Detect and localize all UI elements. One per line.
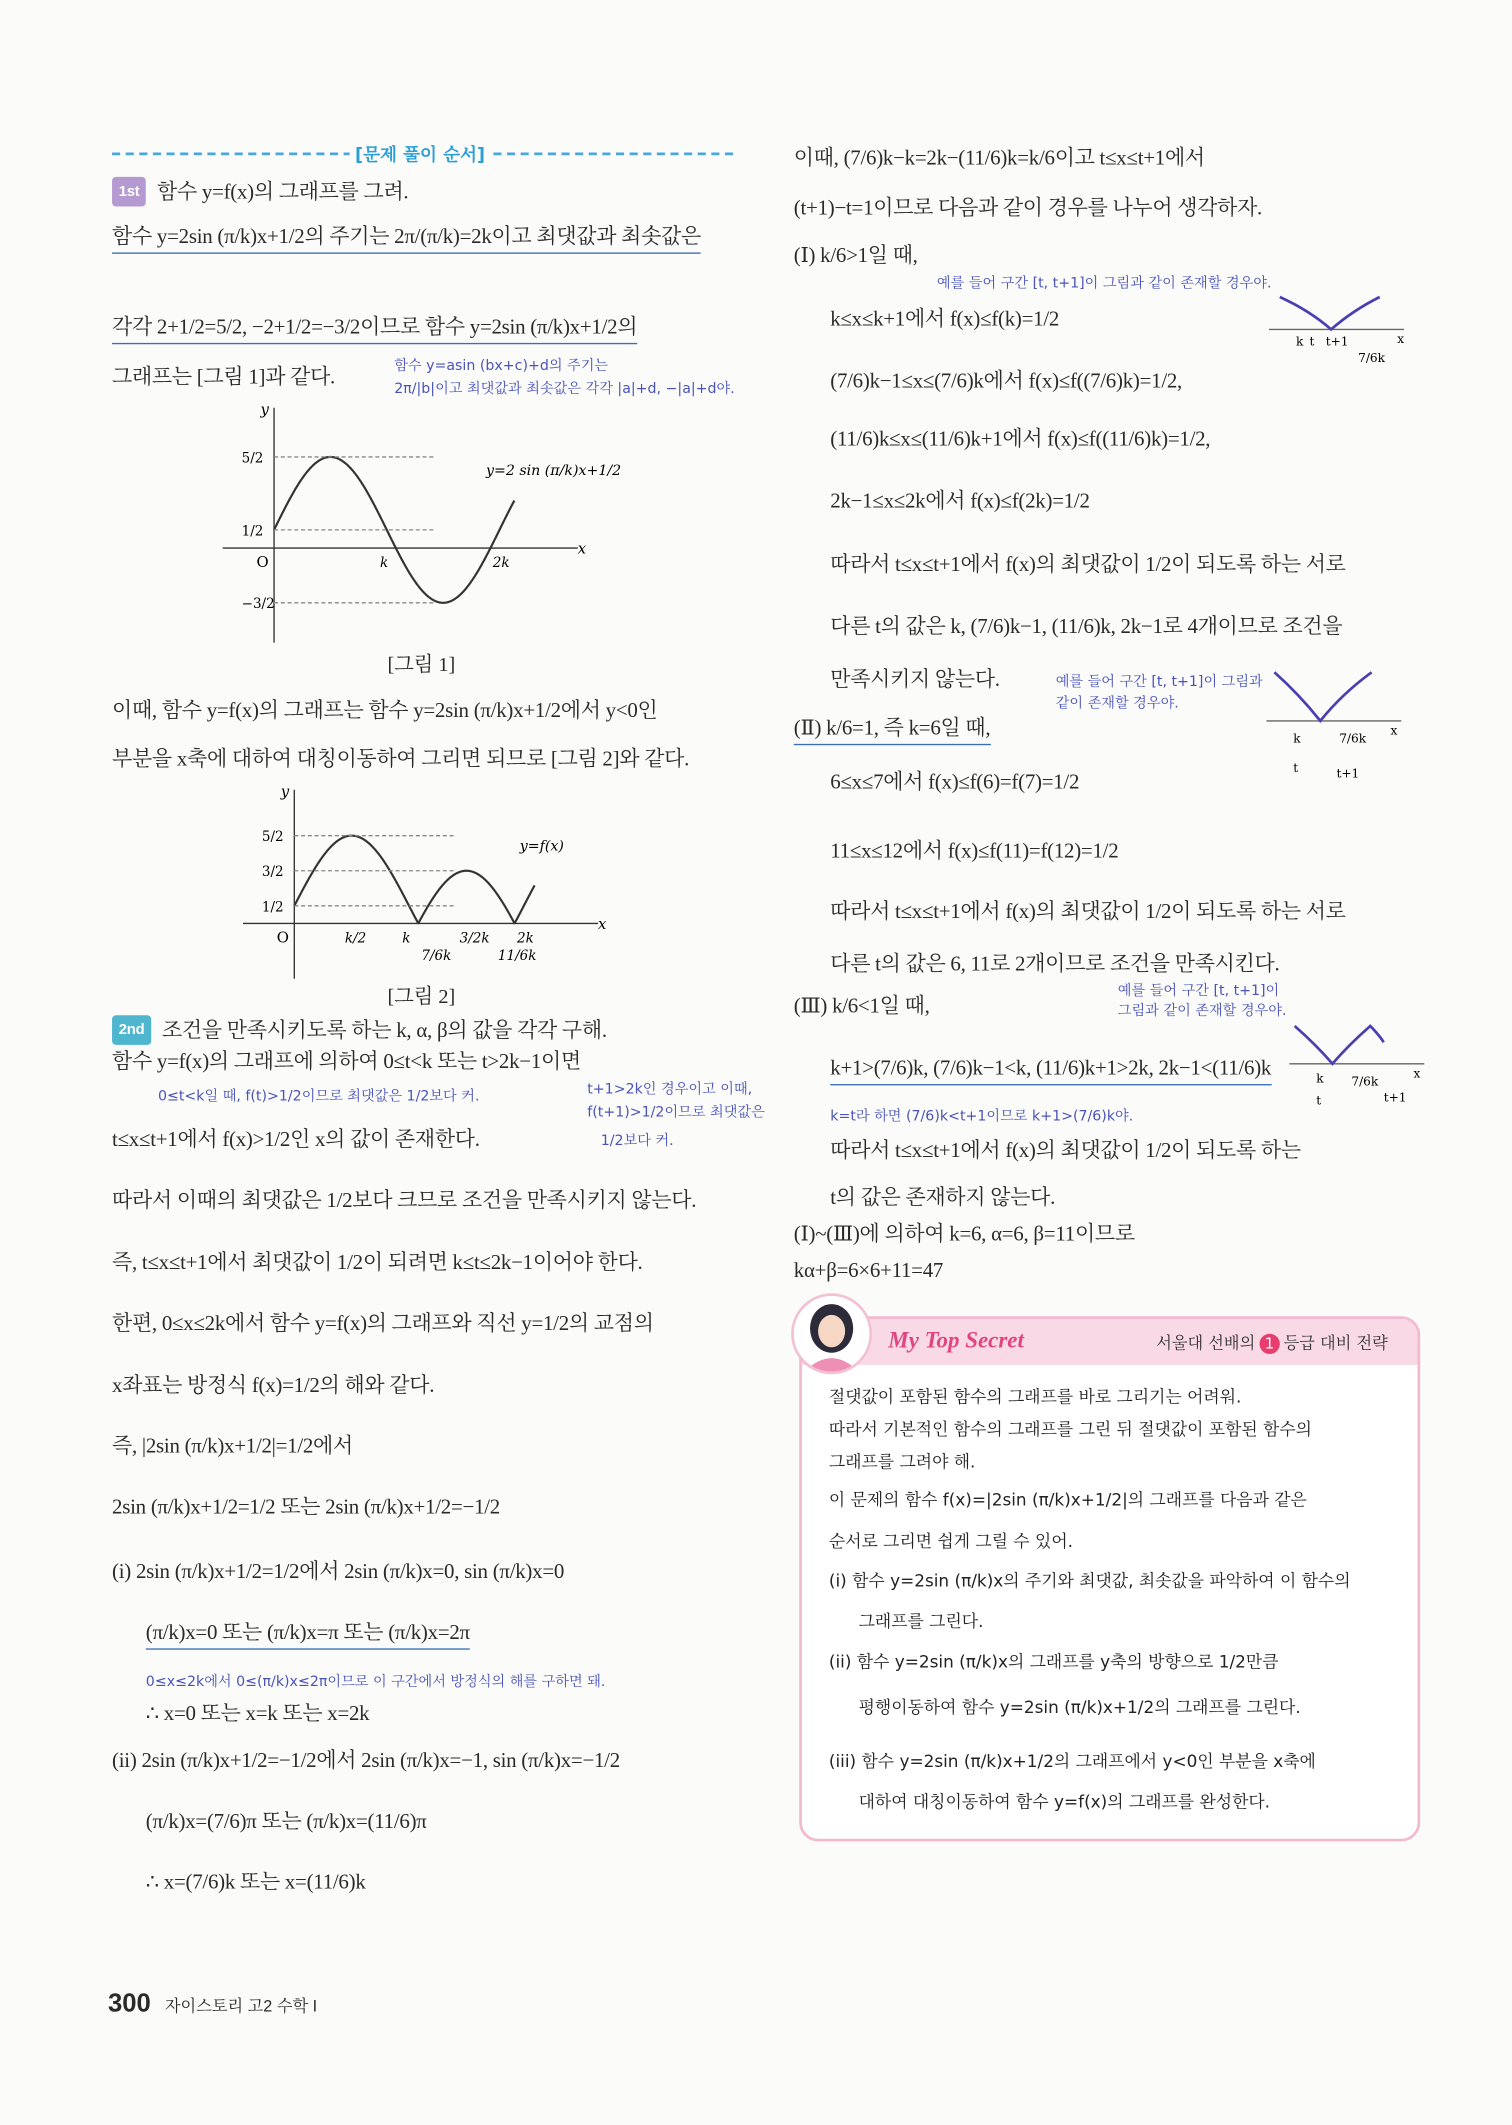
y-tick-label: −3/2: [241, 596, 275, 613]
x-tick-label: 2k: [517, 930, 534, 947]
step2-title: 조건을 만족시키도록 하는 k, α, β의 값을 각각 구해.: [161, 1019, 607, 1043]
side-note: 2π/|b|이고 최댓값과 최솟값은 각각 |a|+d, −|a|+d야.: [394, 380, 735, 397]
text-line: 다른 t의 값은 6, 11로 2개이므로 조건을 만족시킨다.: [830, 953, 1280, 977]
figure-2-caption: [그림 2]: [387, 986, 456, 1009]
text-line: (Ⅰ) k/6>1일 때,: [793, 244, 918, 268]
x-tick-label: 2k: [492, 555, 510, 571]
text-line: (π/k)x=(7/6)π 또는 (π/k)x=(11/6)π: [145, 1810, 427, 1834]
mini-diagram-case-3: [1289, 1023, 1431, 1124]
text-line: 즉, t≤x≤t+1에서 최댓값이 1/2이 되려면 k≤t≤2k−1이어야 한다.: [112, 1251, 643, 1275]
text-line: 그래프는 [그림 1]과 같다.: [112, 365, 335, 389]
y-axis-label: y: [280, 783, 290, 801]
page-footer: [108, 1990, 317, 2020]
tip-line: 따라서 기본적인 함수의 그래프를 그린 뒤 절댓값이 포함된 함수의: [828, 1418, 1312, 1440]
x-axis-label: x: [577, 539, 587, 558]
subtitle-pre: 서울대 선배의: [1156, 1333, 1256, 1353]
text-line: k≤x≤k+1에서 f(x)≤f(k)=1/2: [830, 307, 1060, 331]
text-line: 함수 y=f(x)의 그래프에 의하여 0≤t<k 또는 t>2k−1이면: [112, 1050, 581, 1074]
text-line: 따라서 t≤x≤t+1에서 f(x)의 최댓값이 1/2이 되도록 하는 서로: [830, 553, 1346, 577]
step1-title: 함수 y=f(x)의 그래프를 그려.: [157, 180, 409, 204]
figure-1-caption: [그림 1]: [387, 654, 456, 677]
text-line: ∴ x=(7/6)k 또는 x=(11/6)k: [145, 1871, 366, 1895]
text-line: 만족시키지 않는다.: [830, 668, 1000, 692]
tip-line: 이 문제의 함수 f(x)=|2sin (π/k)x+1/2|의 그래프를 다음과 같은: [828, 1489, 1307, 1510]
side-note: 예를 들어 구간 [t, t+1]이 그림과 같이 존재할 경우야.: [936, 275, 1272, 292]
y-tick-label: 1/2: [241, 523, 264, 540]
step1-heading: [112, 177, 408, 207]
text-line: 따라서 t≤x≤t+1에서 f(x)의 최댓값이 1/2이 되도록 하는: [830, 1139, 1301, 1163]
y-tick-label: 3/2: [261, 864, 284, 881]
my-top-secret-box: [799, 1316, 1420, 1841]
figure-1-graph: [216, 401, 621, 648]
origin-label: O: [276, 928, 289, 947]
tip-line: (ii) 함수 y=2sin (π/k)x의 그래프를 y축의 방향으로 1/2만큼: [828, 1651, 1279, 1672]
x-tick-label: 3/2k: [459, 930, 490, 947]
text-line: 즉, |2sin (π/k)x+1/2|=1/2에서: [112, 1435, 353, 1458]
x-tick-label: k: [402, 930, 411, 947]
mini-label: k: [1316, 1071, 1324, 1086]
x-tick-label: 11/6k: [497, 947, 537, 964]
tip-line: 평행이동하여 함수 y=2sin (π/k)x+1/2의 그래프를 그린다.: [858, 1696, 1301, 1718]
text-line: 이때, (7/6)k−k=2k−(11/6)k=k/6이고 t≤x≤t+1에서: [793, 147, 1205, 171]
text-line: kα+β=6×6+11=47: [793, 1259, 944, 1283]
box-subtitle: [1156, 1331, 1388, 1354]
text-line: (i) 2sin (π/k)x+1/2=1/2에서 2sin (π/k)x=0, sin (π/k)x=0: [112, 1560, 565, 1584]
side-note: 0≤t<k일 때, f(t)>1/2이므로 최댓값은 1/2보다 커.: [157, 1088, 480, 1105]
side-note: 같이 존재할 경우야.: [1055, 695, 1179, 712]
page-number: 300: [108, 1989, 151, 2019]
side-note: 0≤x≤2k에서 0≤(π/k)x≤2π이므로 이 구간에서 방정식의 해를 구하면 돼.: [145, 1674, 606, 1691]
text-line: 2sin (π/k)x+1/2=1/2 또는 2sin (π/k)x+1/2=−1/2: [112, 1495, 501, 1519]
tip-line: 그래프를 그린다.: [858, 1610, 984, 1631]
y-axis-label: y: [260, 400, 269, 419]
text-line: (Ⅱ) k/6=1, 즉 k=6일 때,: [794, 716, 991, 746]
text-line: 2k−1≤x≤2k에서 f(x)≤f(2k)=1/2: [830, 490, 1090, 513]
tip-line: 순서로 그리면 쉽게 그릴 수 있어.: [828, 1530, 1074, 1552]
text-line: ∴ x=0 또는 x=k 또는 x=2k: [145, 1702, 370, 1726]
mini-label: t+1: [1325, 334, 1349, 349]
box-header: [802, 1319, 1418, 1365]
mini-label: 7/6k: [1358, 350, 1386, 365]
x-tick-label: k/2: [344, 930, 367, 947]
tip-line: 그래프를 그려야 해.: [828, 1451, 976, 1472]
book-title: 자이스토리 고2 수학 I: [164, 1996, 318, 2016]
mini-label: x: [1390, 723, 1398, 738]
side-note: t+1>2k인 경우이고 이때,: [587, 1081, 753, 1098]
text-line: 한편, 0≤x≤2k에서 함수 y=f(x)의 그래프와 직선 y=1/2의 교점의: [112, 1312, 654, 1336]
avatar: [791, 1293, 872, 1374]
text-line: 각각 2+1/2=5/2, −2+1/2=−3/2이므로 함수 y=2sin (π/k)x+1/2의: [112, 315, 637, 345]
grade-number-icon: 1: [1259, 1334, 1279, 1354]
mini-label: k: [1293, 731, 1301, 746]
section-header-title: [문제 풀이 순서]: [350, 140, 491, 166]
text-line: (π/k)x=0 또는 (π/k)x=π 또는 (π/k)x=2π: [146, 1620, 470, 1650]
side-note: f(t+1)>1/2이므로 최댓값은: [587, 1104, 765, 1121]
box-title: My Top Secret: [888, 1327, 1024, 1353]
text-line: (Ⅰ)~(Ⅲ)에 의하여 k=6, α=6, β=11이므로: [793, 1223, 1135, 1247]
origin-label: O: [256, 553, 269, 571]
mini-label: 7/6k: [1351, 1074, 1379, 1089]
function-curve: [294, 836, 534, 923]
text-line: x좌표는 방정식 f(x)=1/2의 해와 같다.: [112, 1374, 435, 1398]
y-tick-label: 5/2: [261, 829, 284, 846]
mini-label: k: [1296, 334, 1304, 349]
text-line: (Ⅲ) k/6<1일 때,: [793, 994, 930, 1018]
text-line: k+1>(7/6)k, (7/6)k−1<k, (11/6)k+1>2k, 2k−1<(11/6)k: [830, 1056, 1271, 1086]
text-line: 따라서 이때의 최댓값은 1/2보다 크므로 조건을 만족시키지 않는다.: [112, 1189, 697, 1213]
text-line: 함수 y=2sin (π/k)x+1/2의 주기는 2π/(π/k)=2k이고 최댓값과 최솟값은: [112, 224, 701, 254]
curve-label: y=f(x): [519, 838, 564, 855]
mini-label: t: [1293, 761, 1299, 776]
text-line: (ii) 2sin (π/k)x+1/2=−1/2에서 2sin (π/k)x=−1, sin (π/k)x=−1/2: [112, 1749, 620, 1773]
mini-label: x: [1397, 331, 1405, 346]
section-header: [112, 140, 733, 167]
text-line: (t+1)−t=1이므로 다음과 같이 경우를 나누어 생각하자.: [793, 197, 1263, 221]
side-note: 예를 들어 구간 [t, t+1]이 그림과: [1055, 673, 1263, 690]
text-line: 이때, 함수 y=f(x)의 그래프는 함수 y=2sin (π/k)x+1/2에서 y<0인: [112, 699, 658, 723]
tip-line: 대하여 대칭이동하여 함수 y=f(x)의 그래프를 완성한다.: [858, 1791, 1271, 1812]
text-line: 6≤x≤7에서 f(x)≤f(6)=f(7)=1/2: [830, 770, 1080, 794]
subtitle-post: 등급 대비 전략: [1283, 1333, 1388, 1353]
curve-label: y=2 sin (π/k)x+1/2: [486, 463, 621, 480]
x-tick-label: k: [380, 555, 389, 571]
text-line: t≤x≤t+1에서 f(x)>1/2인 x의 값이 존재한다.: [112, 1128, 480, 1152]
y-tick-label: 5/2: [241, 450, 264, 467]
mini-diagram-case-2: [1266, 664, 1408, 786]
mini-label: t+1: [1336, 766, 1360, 781]
side-note: 예를 들어 구간 [t, t+1]이: [1117, 982, 1280, 999]
x-tick-label: 7/6k: [421, 947, 452, 964]
mini-label: 7/6k: [1339, 731, 1367, 746]
mini-diagram-case-1: [1269, 294, 1411, 364]
text-line: (11/6)k≤x≤(11/6)k+1에서 f(x)≤f((11/6)k)=1/2,: [830, 427, 1211, 451]
mini-label: t: [1316, 1093, 1322, 1108]
text-line: t의 값은 존재하지 않는다.: [830, 1186, 1056, 1210]
text-line: 부분을 x축에 대하여 대칭이동하여 그리면 되므로 [그림 2]와 같다.: [112, 747, 690, 771]
mini-label: t: [1309, 334, 1315, 349]
step2-badge: 2nd: [112, 1015, 151, 1045]
x-axis-label: x: [598, 914, 607, 933]
side-note: 함수 y=asin (bx+c)+d의 주기는: [394, 357, 609, 374]
tip-line: (i) 함수 y=2sin (π/k)x의 주기와 최댓값, 최솟값을 파악하여 이 함수의: [828, 1570, 1351, 1591]
y-tick-label: 1/2: [261, 899, 284, 916]
step1-badge: 1st: [112, 177, 146, 207]
side-note: 그림과 같이 존재할 경우야.: [1117, 1003, 1287, 1020]
text-line: 따라서 t≤x≤t+1에서 f(x)의 최댓값이 1/2이 되도록 하는 서로: [830, 900, 1346, 924]
mini-label: t+1: [1383, 1090, 1407, 1105]
text-line: 11≤x≤12에서 f(x)≤f(11)=f(12)=1/2: [830, 839, 1119, 863]
tip-line: (iii) 함수 y=2sin (π/k)x+1/2의 그래프에서 y<0인 부분을 x축에: [828, 1750, 1316, 1772]
figure-2-graph: [230, 783, 622, 979]
text-line: (7/6)k−1≤x≤(7/6)k에서 f(x)≤f((7/6)k)=1/2,: [830, 369, 1183, 393]
side-note: 1/2보다 커.: [600, 1132, 674, 1149]
mini-label: x: [1413, 1066, 1421, 1081]
text-line: 다른 t의 값은 k, (7/6)k−1, (11/6)k, 2k−1로 4개이므로 조건을: [830, 615, 1343, 639]
tip-line: 절댓값이 포함된 함수의 그래프를 바로 그리기는 어려워.: [828, 1386, 1242, 1407]
step2-heading: [112, 1015, 607, 1045]
side-note: k=t라 하면 (7/6)k<t+1이므로 k+1>(7/6)k야.: [830, 1108, 1134, 1125]
